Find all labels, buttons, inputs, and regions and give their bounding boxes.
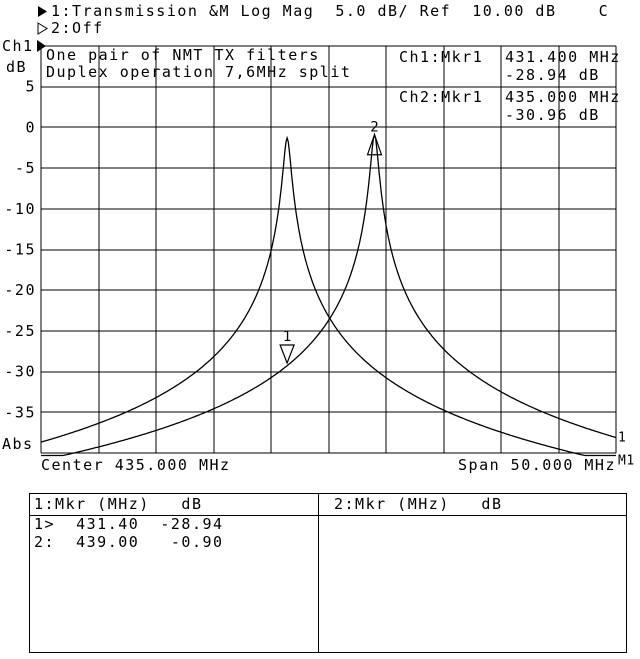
marker-2-triangle-icon — [368, 135, 382, 155]
annotation-line2: Duplex operation 7,6MHz split — [46, 63, 352, 81]
y-tick-label: -25 — [4, 321, 36, 340]
span-label: Span 50.000 MHz — [458, 456, 616, 474]
marker-table-right-header: 2:Mkr (MHz) dB — [334, 495, 503, 513]
ch1-marker-level: -28.94 dB — [505, 66, 600, 84]
y-tick-label: -30 — [4, 362, 36, 381]
y-tick-label: 5 — [25, 77, 36, 96]
ch1-marker-readout-label: Ch1:Mkr1 — [399, 48, 484, 66]
marker-table-left-header: 1:Mkr (MHz) dB — [34, 495, 203, 513]
abs-format-label: Abs — [2, 435, 34, 453]
y-tick-label: -20 — [4, 281, 36, 300]
y-tick-label: -10 — [4, 199, 36, 218]
channel2-status: 2:Off — [51, 19, 104, 37]
marker-1-number: 1 — [282, 328, 292, 345]
y-tick-label: 0 — [25, 118, 36, 137]
y-tick-label: -5 — [14, 159, 36, 178]
y-tick-label: -35 — [4, 403, 36, 422]
inactive-channel-icon — [37, 22, 48, 35]
marker-table — [29, 493, 627, 653]
channel-label: Ch1 — [2, 37, 34, 55]
ch2-marker-readout-label: Ch2:Mkr1 — [399, 88, 484, 106]
marker-table-row: 2: 439.00 -0.90 — [34, 533, 224, 551]
ch1-marker-freq: 431.400 MHz — [505, 48, 621, 66]
marker-1-triangle-icon — [280, 345, 294, 363]
ch2-marker-freq: 435.000 MHz — [505, 88, 621, 106]
marker-2-number: 2 — [370, 119, 379, 136]
trace-edge-label: 1 — [618, 430, 627, 446]
marker-table-divider — [318, 494, 319, 652]
active-channel-icon — [37, 5, 48, 18]
marker-table-row: 1> 431.40 -28.94 — [34, 515, 224, 533]
trace-edge-label: M1 — [618, 453, 635, 469]
measurement-title: 1:Transmission &M Log Mag 5.0 dB/ Ref 10.00 dB C — [51, 2, 610, 20]
amplitude-unit-label: dB — [6, 58, 28, 76]
ch2-marker-level: -30.96 dB — [505, 106, 600, 124]
annotation-line1: One pair of NMT TX filters — [46, 46, 320, 64]
center-frequency-label: Center 435.000 MHz — [41, 456, 231, 474]
y-tick-label: -15 — [4, 240, 36, 259]
